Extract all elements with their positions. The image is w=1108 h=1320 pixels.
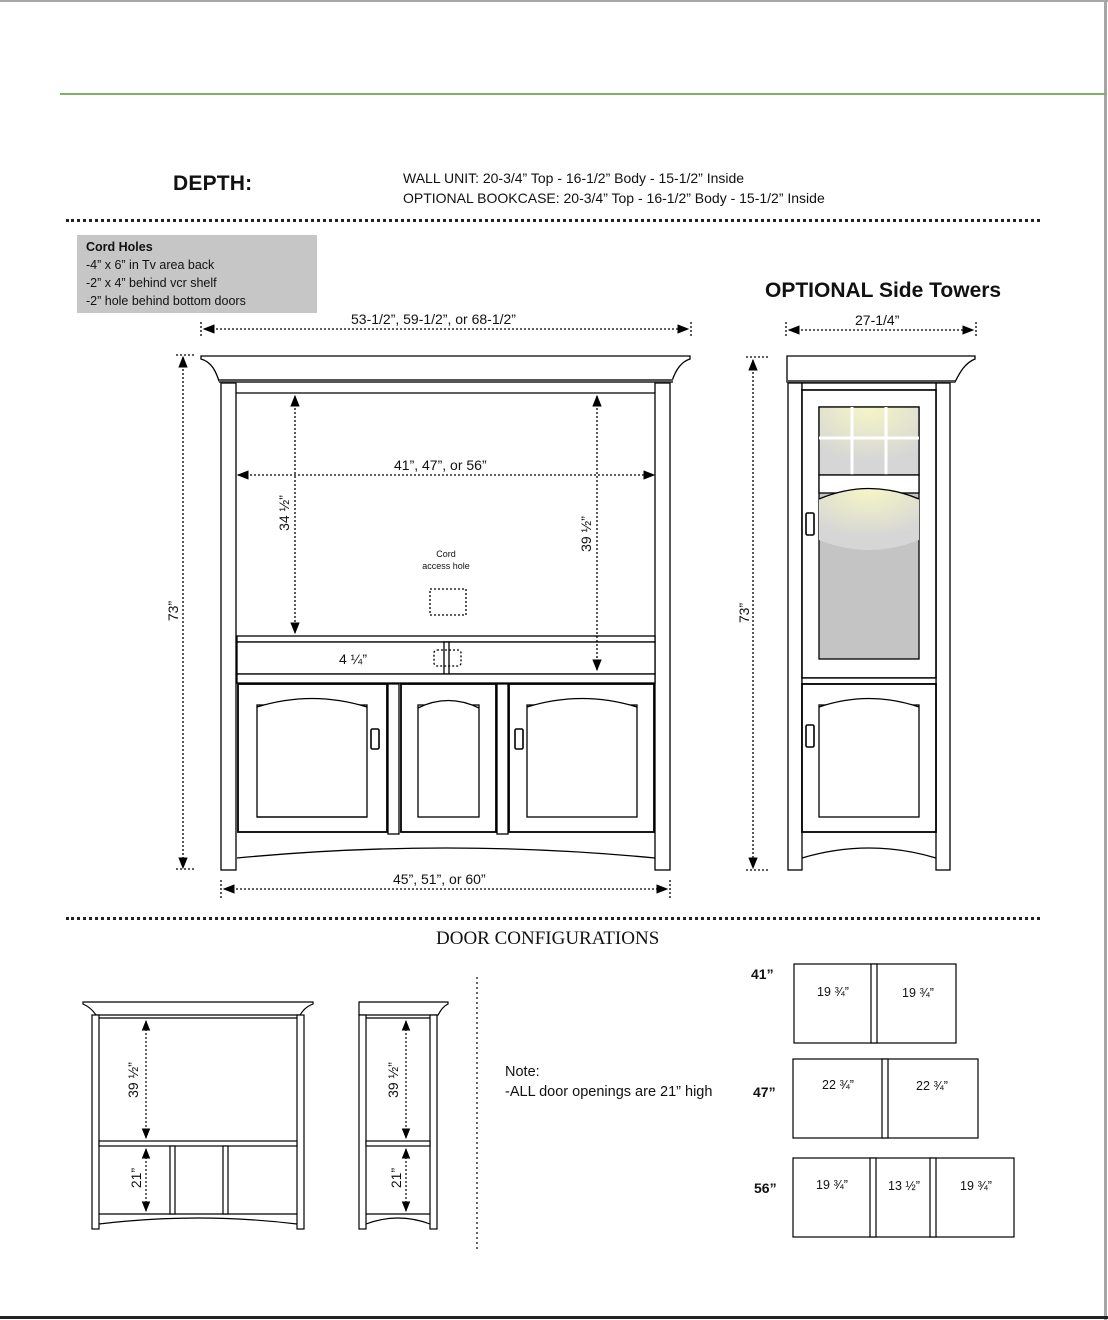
config-label-56: 56” bbox=[754, 1180, 777, 1196]
cord-holes-title: Cord Holes bbox=[86, 240, 153, 254]
upper-height-dimension: 39 ½” bbox=[577, 516, 594, 552]
vcr-shelf-dimension: 4 ¼” bbox=[339, 651, 368, 667]
side-tower-drawing bbox=[746, 322, 976, 870]
config-tower-lower-dimension: 21” bbox=[388, 1167, 405, 1189]
depth-label: DEPTH: bbox=[173, 172, 253, 195]
config-wall-lower-dimension: 21” bbox=[128, 1167, 145, 1189]
door-note bbox=[505, 1062, 712, 1102]
config-56-door-1: 19 ¾” bbox=[816, 1178, 848, 1192]
side-towers-title: OPTIONAL Side Towers bbox=[765, 279, 1002, 302]
config-47-door-1: 22 ¾” bbox=[822, 1078, 854, 1092]
config-47-door-2: 22 ¾” bbox=[916, 1079, 948, 1093]
wall-unit-height-dimension: 73” bbox=[165, 600, 182, 622]
depth-wall-unit: WALL UNIT: 20-3/4” Top - 16-1/2” Body - 15-1/2” Inside bbox=[403, 170, 745, 186]
door-config-drawings bbox=[83, 964, 1014, 1252]
cord-hole-item: -2” x 4” behind vcr shelf bbox=[86, 276, 217, 290]
top-width-dimension: 53-1/2”, 59-1/2”, or 68-1/2” bbox=[351, 311, 516, 327]
cord-hole-item: -4” x 6” in Tv area back bbox=[86, 258, 215, 272]
depth-bookcase: OPTIONAL BOOKCASE: 20-3/4” Top - 16-1/2” Body - 15-1/2” Inside bbox=[403, 190, 825, 206]
inner-width-dimension: 41”, 47”, or 56” bbox=[394, 457, 487, 473]
tower-width-dimension: 27-1/4” bbox=[855, 312, 900, 328]
note-text: -ALL door openings are 21” high bbox=[505, 1084, 713, 1100]
bottom-width-dimension: 45”, 51”, or 60” bbox=[393, 871, 486, 887]
section-divider-bottom bbox=[66, 917, 1040, 920]
config-tower-upper-dimension: 39 ½” bbox=[384, 1062, 401, 1098]
config-41-door-1: 19 ¾” bbox=[817, 985, 849, 999]
wall-unit-drawing bbox=[176, 322, 691, 898]
cord-access-label: Cord access hole bbox=[422, 549, 470, 571]
tower-height-dimension: 73” bbox=[736, 602, 753, 624]
config-41-door-2: 19 ¾” bbox=[902, 986, 934, 1000]
cord-hole-item: -2” hole behind bottom doors bbox=[86, 294, 246, 308]
config-label-47: 47” bbox=[753, 1084, 776, 1100]
config-56-door-3: 19 ¾” bbox=[960, 1179, 992, 1193]
door-configurations-title: DOOR CONFIGURATIONS bbox=[436, 928, 660, 949]
config-wall-upper-dimension: 39 ½” bbox=[124, 1062, 141, 1098]
note-title: Note: bbox=[505, 1064, 540, 1080]
config-56-door-2: 13 ½” bbox=[888, 1179, 920, 1193]
tv-opening-height-dimension: 34 ½” bbox=[275, 495, 292, 531]
config-label-41: 41” bbox=[751, 966, 774, 982]
